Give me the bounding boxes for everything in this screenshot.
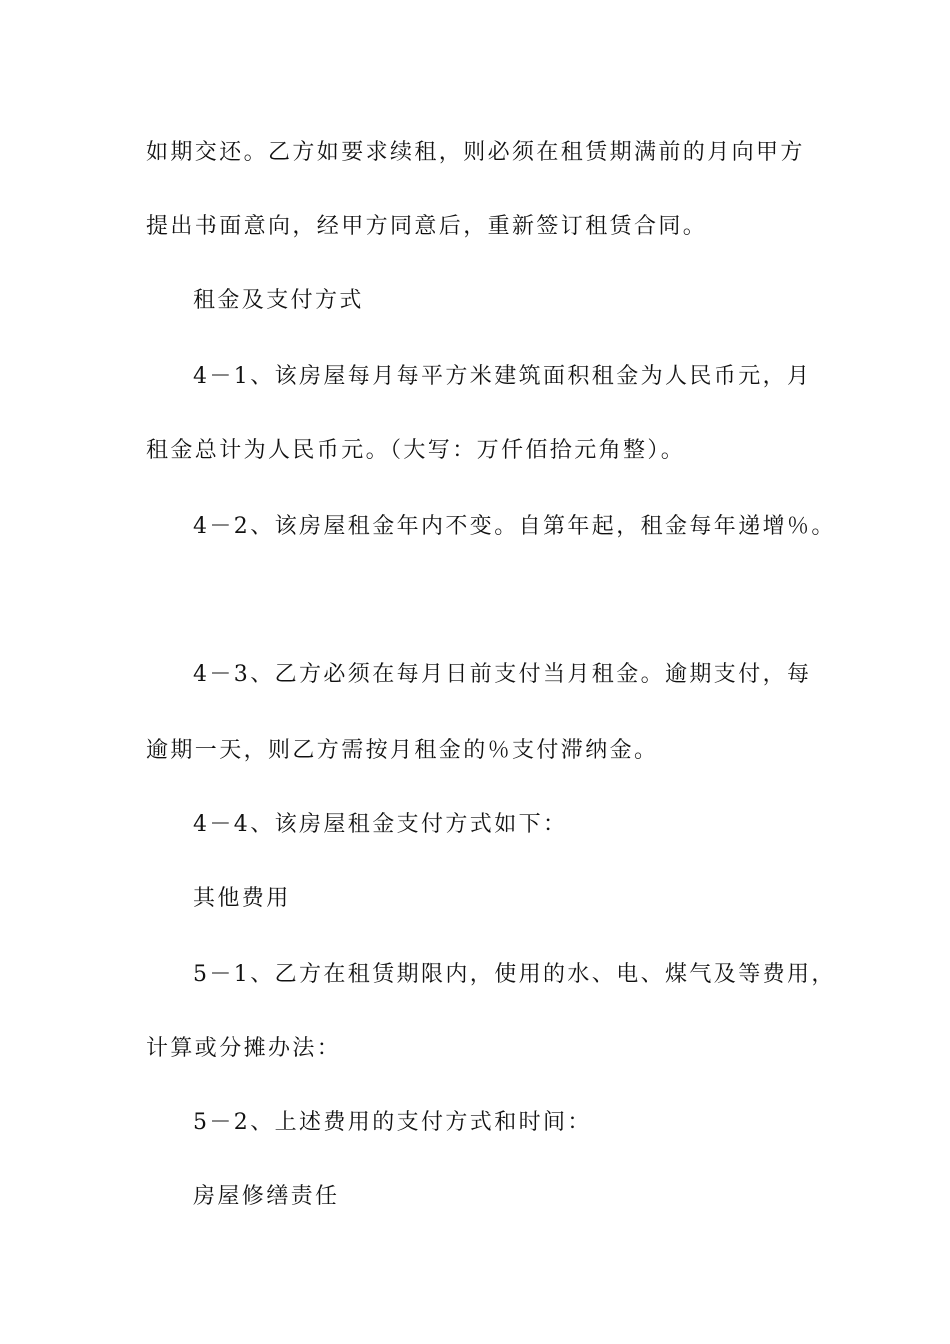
paragraph-line: 如期交还。乙方如要求续租，则必须在租赁期满前的月向甲方 bbox=[146, 140, 805, 165]
clause-4-1: 4－1、该房屋每月每平方米建筑面积租金为人民币元，月 bbox=[193, 364, 812, 389]
paragraph-line: 租金总计为人民币元。（大写：万仟佰拾元角整）。 bbox=[146, 438, 686, 463]
paragraph-line: 计算或分摊办法： bbox=[146, 1036, 342, 1061]
section-heading-other-fees: 其他费用 bbox=[193, 886, 291, 911]
clause-4-3: 4－3、乙方必须在每月日前支付当月租金。逾期支付，每 bbox=[193, 662, 812, 687]
clause-5-1: 5－1、乙方在租赁期限内，使用的水、电、煤气及等费用， bbox=[193, 962, 836, 987]
section-heading-rent-payment: 租金及支付方式 bbox=[193, 288, 364, 313]
clause-4-4: 4－4、该房屋租金支付方式如下： bbox=[193, 812, 568, 837]
section-heading-repair-responsibility: 房屋修缮责任 bbox=[193, 1184, 340, 1209]
paragraph-line: 逾期一天，则乙方需按月租金的％支付滞纳金。 bbox=[146, 738, 659, 763]
paragraph-line: 提出书面意向，经甲方同意后，重新签订租赁合同。 bbox=[146, 214, 708, 239]
clause-5-2: 5－2、上述费用的支付方式和时间： bbox=[193, 1110, 592, 1135]
clause-4-2: 4－2、该房屋租金年内不变。自第年起，租金每年递增％。 bbox=[193, 514, 836, 539]
